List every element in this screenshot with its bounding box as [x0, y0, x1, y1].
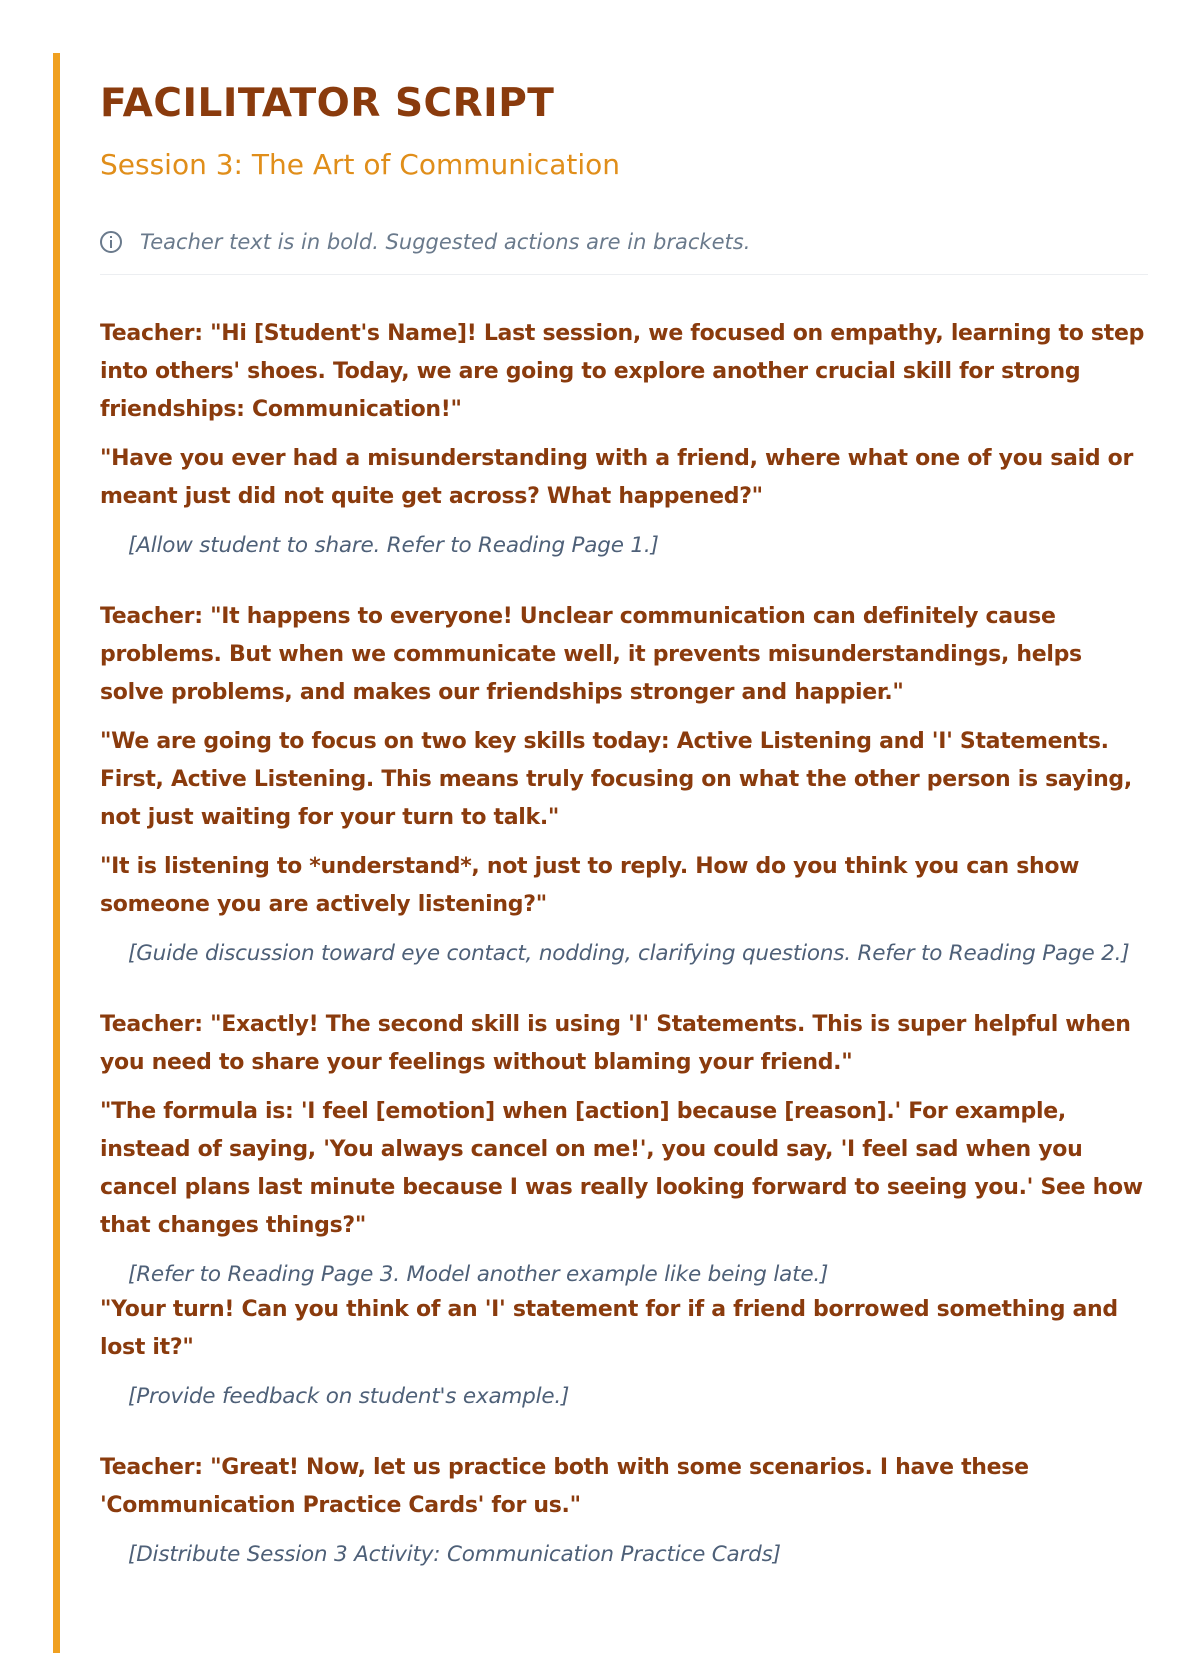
teacher-line: "It is listening to *understand*, not just to reply. How do you think you can show someone you are actively listening?" [100, 854, 1080, 917]
script-block-4 [100, 1449, 1148, 1573]
script-body [100, 315, 1148, 1573]
teacher-line: "The formula is: 'I feel [emotion] when [action] because [reason].' For example, instead of saying, 'You always cancel on me!', you could say, 'I feel sad when you cancel plans last minute because I was really looking forward to seeing you.' See how that changes things?" [100, 1099, 1143, 1238]
teacher-line: Teacher: "Hi [Student's Name]! Last session, we focused on empathy, learning to step into others' shoes. Today, we are going to explore another crucial skill for strong friendships: Communication!" [100, 321, 1145, 422]
script-block-2 [100, 598, 1148, 972]
legend-note [100, 228, 1148, 275]
teacher-line: "We are going to focus on two key skills today: Active Listening and 'I' Statements. First, Active Listening. This means truly focusing on what the other person is saying, not just waiting for your turn to talk." [100, 729, 1132, 830]
script-block-3 [100, 1006, 1148, 1415]
page-title: FACILITATOR SCRIPT [100, 81, 555, 126]
suggested-action: [Allow student to share. Refer to Reading Page 1.] [128, 533, 659, 558]
script-document [100, 80, 1148, 1607]
suggested-action: [Guide discussion toward eye contact, nodding, clarifying questions. Refer to Reading Page 2.] [128, 941, 1130, 966]
script-block-1 [100, 315, 1148, 564]
accent-bar [53, 53, 60, 1653]
teacher-line: Teacher: "Exactly! The second skill is using 'I' Statements. This is super helpful when you need to share your feelings without blaming your friend." [100, 1012, 1131, 1075]
info-icon [100, 231, 122, 253]
teacher-line: "Have you ever had a misunderstanding with a friend, where what one of you said or meant just did not quite get across? What happened?" [100, 446, 1134, 509]
teacher-line: "Your turn! Can you think of an 'I' statement for if a friend borrowed something and lost it?" [100, 1297, 1118, 1360]
suggested-action: [Distribute Session 3 Activity: Communication Practice Cards] [128, 1542, 781, 1567]
suggested-action: [Refer to Reading Page 3. Model another example like being late.] [128, 1262, 829, 1287]
suggested-action: [Provide feedback on student's example.] [128, 1384, 570, 1409]
legend-note-text: Teacher text is in bold. Suggested actions are in brackets. [140, 230, 751, 254]
teacher-line: Teacher: "It happens to everyone! Unclear communication can definitely cause problems. But when we communicate well, it prevents misunderstandings, helps solve problems, and makes our friendships stronger and happier." [100, 604, 1082, 705]
teacher-line: Teacher: "Great! Now, let us practice both with some scenarios. I have these 'Communication Practice Cards' for us." [100, 1455, 1029, 1518]
session-subtitle: Session 3: The Art of Communication [100, 148, 620, 181]
